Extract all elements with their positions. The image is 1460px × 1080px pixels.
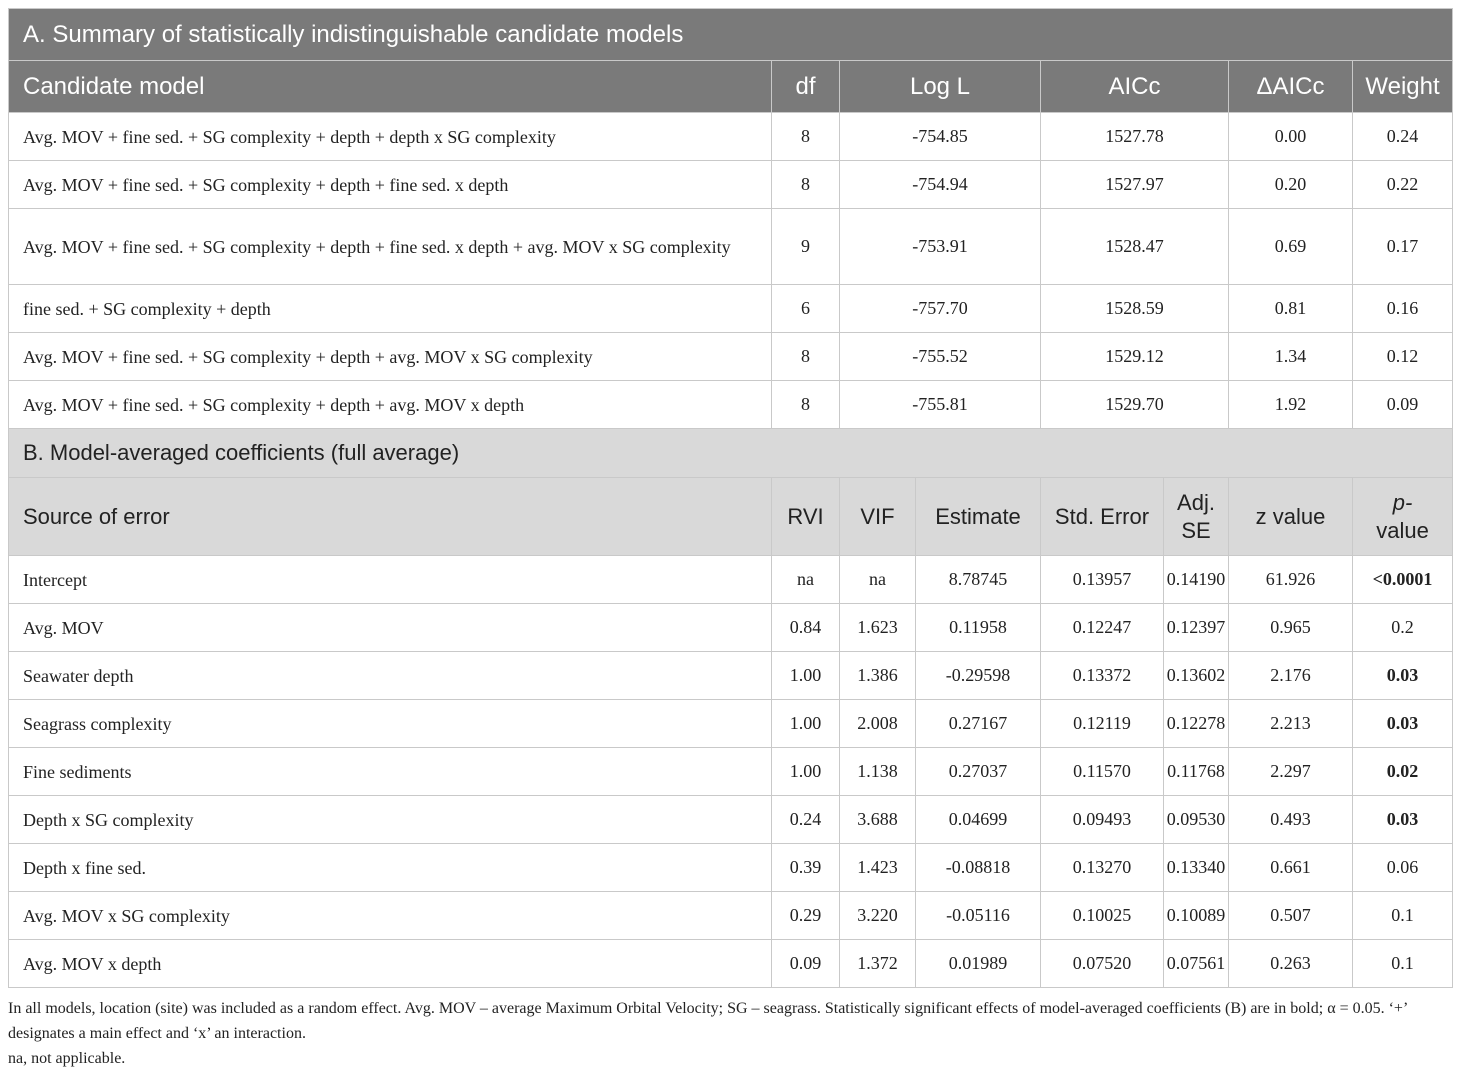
table-row — [9, 333, 1453, 381]
adj-se-cell: 0.09530 — [1164, 796, 1229, 844]
section-b-title: B. Model-averaged coefficients (full average) — [9, 429, 1453, 478]
rvi-cell: 1.00 — [772, 748, 840, 796]
vif-cell: 2.008 — [840, 700, 916, 748]
table-row — [9, 285, 1453, 333]
delta-aicc-cell: 0.20 — [1229, 161, 1353, 209]
p-value-cell: 0.2 — [1353, 604, 1453, 652]
std-error-cell: 0.13270 — [1041, 844, 1164, 892]
value-label: value — [1376, 517, 1429, 543]
vif-cell: 1.372 — [840, 940, 916, 988]
estimate-cell: -0.08818 — [916, 844, 1041, 892]
rvi-cell: 0.09 — [772, 940, 840, 988]
log-l-cell: -753.91 — [840, 209, 1041, 285]
adj-se-cell: 0.14190 — [1164, 556, 1229, 604]
log-l-cell: -755.81 — [840, 381, 1041, 429]
col-source-of-error: Source of error — [9, 478, 772, 556]
estimate-cell: 0.04699 — [916, 796, 1041, 844]
col-vif: VIF — [840, 478, 916, 556]
p-value-cell: <0.0001 — [1353, 556, 1453, 604]
col-rvi: RVI — [772, 478, 840, 556]
col-delta-aicc: ΔAICc — [1229, 61, 1353, 113]
source-of-error-cell: Depth x SG complexity — [9, 796, 772, 844]
p-value-cell: 0.03 — [1353, 796, 1453, 844]
model-selection-table — [8, 8, 1453, 988]
adj-se-cell: 0.13340 — [1164, 844, 1229, 892]
table-footnote — [8, 996, 1452, 1071]
vif-cell: na — [840, 556, 916, 604]
std-error-cell: 0.09493 — [1041, 796, 1164, 844]
std-error-cell: 0.11570 — [1041, 748, 1164, 796]
aicc-cell: 1528.59 — [1041, 285, 1229, 333]
p-value-cell: 0.1 — [1353, 940, 1453, 988]
p-value-cell: 0.03 — [1353, 700, 1453, 748]
table-row — [9, 892, 1453, 940]
df-cell: 8 — [772, 113, 840, 161]
results-table-container — [8, 8, 1452, 1071]
adj-se-cell: 0.07561 — [1164, 940, 1229, 988]
col-aicc: AICc — [1041, 61, 1229, 113]
table-row — [9, 113, 1453, 161]
log-l-cell: -754.85 — [840, 113, 1041, 161]
source-of-error-cell: Avg. MOV x SG complexity — [9, 892, 772, 940]
adj-se-cell: 0.10089 — [1164, 892, 1229, 940]
std-error-cell: 0.07520 — [1041, 940, 1164, 988]
col-candidate-model: Candidate model — [9, 61, 772, 113]
vif-cell: 1.423 — [840, 844, 916, 892]
table-row — [9, 381, 1453, 429]
aicc-cell: 1527.78 — [1041, 113, 1229, 161]
table-row — [9, 604, 1453, 652]
candidate-model-cell: Avg. MOV + fine sed. + SG complexity + depth + fine sed. x depth + avg. MOV x SG complexity — [9, 209, 772, 285]
weight-cell: 0.09 — [1353, 381, 1453, 429]
std-error-cell: 0.13957 — [1041, 556, 1164, 604]
estimate-cell: 8.78745 — [916, 556, 1041, 604]
delta-aicc-cell: 1.92 — [1229, 381, 1353, 429]
col-log-l: Log L — [840, 61, 1041, 113]
delta-aicc-cell: 0.81 — [1229, 285, 1353, 333]
table-row — [9, 556, 1453, 604]
table-row — [9, 844, 1453, 892]
df-cell: 8 — [772, 333, 840, 381]
rvi-cell: 1.00 — [772, 700, 840, 748]
estimate-cell: 0.11958 — [916, 604, 1041, 652]
adj-se-cell: 0.13602 — [1164, 652, 1229, 700]
candidate-model-cell: Avg. MOV + fine sed. + SG complexity + depth + depth x SG complexity — [9, 113, 772, 161]
rvi-cell: 1.00 — [772, 652, 840, 700]
vif-cell: 1.138 — [840, 748, 916, 796]
df-cell: 8 — [772, 161, 840, 209]
source-of-error-cell: Fine sediments — [9, 748, 772, 796]
source-of-error-cell: Seagrass complexity — [9, 700, 772, 748]
col-df: df — [772, 61, 840, 113]
weight-cell: 0.12 — [1353, 333, 1453, 381]
p-label: p- — [1392, 489, 1413, 515]
aicc-cell: 1529.70 — [1041, 381, 1229, 429]
z-value-cell: 0.661 — [1229, 844, 1353, 892]
z-value-cell: 0.493 — [1229, 796, 1353, 844]
p-value-cell: 0.1 — [1353, 892, 1453, 940]
aicc-cell: 1529.12 — [1041, 333, 1229, 381]
z-value-cell: 2.297 — [1229, 748, 1353, 796]
col-weight: Weight — [1353, 61, 1453, 113]
footnote-na: na, not applicable. — [8, 1050, 126, 1067]
estimate-cell: -0.29598 — [916, 652, 1041, 700]
col-std-error: Std. Error — [1041, 478, 1164, 556]
rvi-cell: na — [772, 556, 840, 604]
z-value-cell: 0.507 — [1229, 892, 1353, 940]
aicc-cell: 1527.97 — [1041, 161, 1229, 209]
col-p-value — [1353, 478, 1453, 556]
weight-cell: 0.24 — [1353, 113, 1453, 161]
estimate-cell: 0.27167 — [916, 700, 1041, 748]
col-estimate: Estimate — [916, 478, 1041, 556]
source-of-error-cell: Depth x fine sed. — [9, 844, 772, 892]
p-value-cell: 0.02 — [1353, 748, 1453, 796]
table-row — [9, 652, 1453, 700]
col-adj-se: Adj. SE — [1164, 478, 1229, 556]
source-of-error-cell: Intercept — [9, 556, 772, 604]
candidate-model-cell: fine sed. + SG complexity + depth — [9, 285, 772, 333]
p-value-cell: 0.03 — [1353, 652, 1453, 700]
z-value-cell: 61.926 — [1229, 556, 1353, 604]
adj-se-cell: 0.12397 — [1164, 604, 1229, 652]
z-value-cell: 0.263 — [1229, 940, 1353, 988]
rvi-cell: 0.29 — [772, 892, 840, 940]
source-of-error-cell: Avg. MOV x depth — [9, 940, 772, 988]
weight-cell: 0.16 — [1353, 285, 1453, 333]
candidate-model-cell: Avg. MOV + fine sed. + SG complexity + depth + avg. MOV x depth — [9, 381, 772, 429]
std-error-cell: 0.12119 — [1041, 700, 1164, 748]
table-row — [9, 748, 1453, 796]
candidate-model-cell: Avg. MOV + fine sed. + SG complexity + depth + fine sed. x depth — [9, 161, 772, 209]
std-error-cell: 0.10025 — [1041, 892, 1164, 940]
aicc-cell: 1528.47 — [1041, 209, 1229, 285]
adj-se-cell: 0.12278 — [1164, 700, 1229, 748]
section-a-header-row — [9, 61, 1453, 113]
estimate-cell: 0.27037 — [916, 748, 1041, 796]
section-a-title: A. Summary of statistically indistinguishable candidate models — [9, 9, 1453, 61]
vif-cell: 3.688 — [840, 796, 916, 844]
vif-cell: 1.386 — [840, 652, 916, 700]
std-error-cell: 0.13372 — [1041, 652, 1164, 700]
weight-cell: 0.17 — [1353, 209, 1453, 285]
table-row — [9, 940, 1453, 988]
weight-cell: 0.22 — [1353, 161, 1453, 209]
source-of-error-cell: Avg. MOV — [9, 604, 772, 652]
footnote-text: In all models, location (site) was included as a random effect. Avg. MOV – average Maximum Orbital Velocity; SG – seagrass. Statistically significant effects of model-averaged coefficients (B) are in bold; α = 0.05. ‘+’ designates a main effect and ‘x’ an interaction. — [8, 1000, 1408, 1042]
table-row — [9, 700, 1453, 748]
vif-cell: 1.623 — [840, 604, 916, 652]
estimate-cell: 0.01989 — [916, 940, 1041, 988]
p-value-cell: 0.06 — [1353, 844, 1453, 892]
rvi-cell: 0.84 — [772, 604, 840, 652]
df-cell: 8 — [772, 381, 840, 429]
delta-aicc-cell: 0.00 — [1229, 113, 1353, 161]
delta-aicc-cell: 0.69 — [1229, 209, 1353, 285]
log-l-cell: -757.70 — [840, 285, 1041, 333]
z-value-cell: 2.213 — [1229, 700, 1353, 748]
df-cell: 6 — [772, 285, 840, 333]
std-error-cell: 0.12247 — [1041, 604, 1164, 652]
section-b-header-row — [9, 478, 1453, 556]
col-z-value: z value — [1229, 478, 1353, 556]
table-row — [9, 209, 1453, 285]
table-row — [9, 796, 1453, 844]
vif-cell: 3.220 — [840, 892, 916, 940]
candidate-model-cell: Avg. MOV + fine sed. + SG complexity + depth + avg. MOV x SG complexity — [9, 333, 772, 381]
source-of-error-cell: Seawater depth — [9, 652, 772, 700]
log-l-cell: -754.94 — [840, 161, 1041, 209]
table-row — [9, 161, 1453, 209]
z-value-cell: 0.965 — [1229, 604, 1353, 652]
df-cell: 9 — [772, 209, 840, 285]
z-value-cell: 2.176 — [1229, 652, 1353, 700]
rvi-cell: 0.24 — [772, 796, 840, 844]
estimate-cell: -0.05116 — [916, 892, 1041, 940]
rvi-cell: 0.39 — [772, 844, 840, 892]
log-l-cell: -755.52 — [840, 333, 1041, 381]
adj-se-cell: 0.11768 — [1164, 748, 1229, 796]
delta-aicc-cell: 1.34 — [1229, 333, 1353, 381]
